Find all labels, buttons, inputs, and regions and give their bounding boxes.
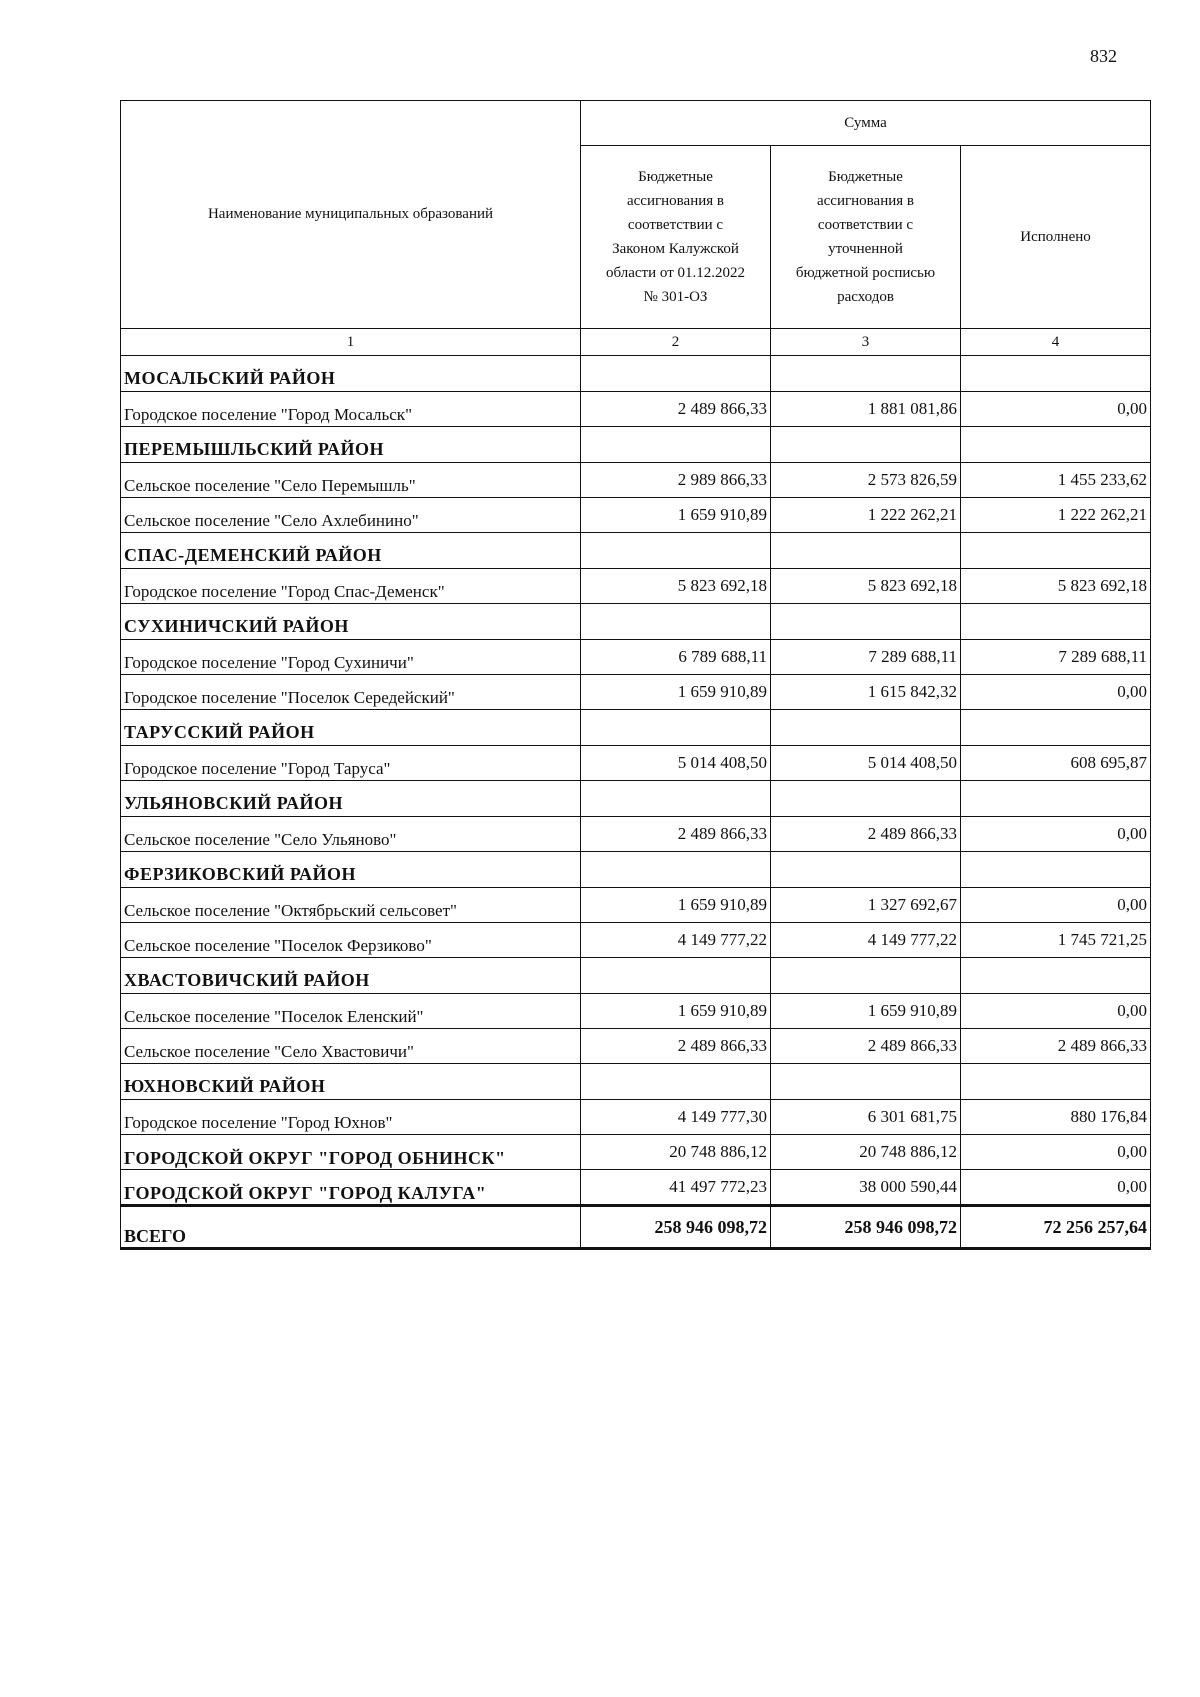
column-number: 1 <box>121 329 581 356</box>
amount-cell: 5 014 408,50 <box>581 746 771 781</box>
amount-cell: 20 748 886,12 <box>581 1135 771 1170</box>
amount-cell: 1 222 262,21 <box>771 498 961 533</box>
table-body <box>121 356 1151 1206</box>
empty-cell <box>581 1064 771 1100</box>
table-header <box>121 101 1151 356</box>
amount-cell: 0,00 <box>961 888 1151 923</box>
budget-table <box>120 100 1151 1250</box>
amount-cell: 1 327 692,67 <box>771 888 961 923</box>
amount-cell: 7 289 688,11 <box>961 640 1151 675</box>
column-number: 2 <box>581 329 771 356</box>
amount-cell: 0,00 <box>961 994 1151 1029</box>
column-number-row <box>121 329 1151 356</box>
district-name: СПАС-ДЕМЕНСКИЙ РАЙОН <box>121 533 581 569</box>
okrug-name: ГОРОДСКОЙ ОКРУГ "ГОРОД КАЛУГА" <box>121 1170 581 1206</box>
amount-cell: 2 489 866,33 <box>771 1029 961 1064</box>
amount-cell: 0,00 <box>961 1135 1151 1170</box>
settlement-row <box>121 1100 1151 1135</box>
empty-cell <box>581 427 771 463</box>
district-name: ПЕРЕМЫШЛЬСКИЙ РАЙОН <box>121 427 581 463</box>
settlement-name: Сельское поселение "Село Ахлебинино" <box>121 498 581 533</box>
empty-cell <box>581 781 771 817</box>
amount-cell: 5 823 692,18 <box>581 569 771 604</box>
empty-cell <box>771 533 961 569</box>
district-row <box>121 852 1151 888</box>
amount-cell: 41 497 772,23 <box>581 1170 771 1206</box>
empty-cell <box>771 781 961 817</box>
amount-cell: 5 823 692,18 <box>771 569 961 604</box>
amount-cell: 2 489 866,33 <box>581 392 771 427</box>
header-col-law-allocations: Бюджетные ассигнования в соответствии с Законом Калужской области от 01.12.2022 № 301-ОЗ <box>581 146 771 329</box>
page-number: 832 <box>1090 46 1117 66</box>
total-refined-allocations: 258 946 098,72 <box>771 1206 961 1249</box>
header-col-refined-allocations: Бюджетные ассигнования в соответствии с уточненной бюджетной росписью расходов <box>771 146 961 329</box>
header-col-executed: Исполнено <box>961 146 1151 329</box>
settlement-name: Городское поселение "Поселок Середейский" <box>121 675 581 710</box>
settlement-name: Сельское поселение "Октябрьский сельсовет" <box>121 888 581 923</box>
total-label: ВСЕГО <box>121 1206 581 1249</box>
header-name-column: Наименование муниципальных образований <box>121 101 581 329</box>
amount-cell: 1 615 842,32 <box>771 675 961 710</box>
empty-cell <box>771 427 961 463</box>
amount-cell: 0,00 <box>961 675 1151 710</box>
district-row <box>121 781 1151 817</box>
amount-cell: 2 489 866,33 <box>581 1029 771 1064</box>
total-law-allocations: 258 946 098,72 <box>581 1206 771 1249</box>
settlement-name: Городское поселение "Город Таруса" <box>121 746 581 781</box>
district-row <box>121 533 1151 569</box>
empty-cell <box>581 958 771 994</box>
district-name: ФЕРЗИКОВСКИЙ РАЙОН <box>121 852 581 888</box>
settlement-row <box>121 640 1151 675</box>
amount-cell: 38 000 590,44 <box>771 1170 961 1206</box>
amount-cell: 880 176,84 <box>961 1100 1151 1135</box>
amount-cell: 1 659 910,89 <box>581 675 771 710</box>
amount-cell: 7 289 688,11 <box>771 640 961 675</box>
empty-cell <box>961 1064 1151 1100</box>
settlement-name: Городское поселение "Город Мосальск" <box>121 392 581 427</box>
amount-cell: 5 823 692,18 <box>961 569 1151 604</box>
total-executed: 72 256 257,64 <box>961 1206 1151 1249</box>
amount-cell: 2 573 826,59 <box>771 463 961 498</box>
column-number: 4 <box>961 329 1151 356</box>
empty-cell <box>771 1064 961 1100</box>
district-row <box>121 958 1151 994</box>
settlement-name: Сельское поселение "Село Перемышль" <box>121 463 581 498</box>
empty-cell <box>771 958 961 994</box>
amount-cell: 6 301 681,75 <box>771 1100 961 1135</box>
empty-cell <box>961 356 1151 392</box>
amount-cell: 608 695,87 <box>961 746 1151 781</box>
empty-cell <box>961 958 1151 994</box>
amount-cell: 2 989 866,33 <box>581 463 771 498</box>
empty-cell <box>581 710 771 746</box>
amount-cell: 20 748 886,12 <box>771 1135 961 1170</box>
settlement-name: Сельское поселение "Село Хвастовичи" <box>121 1029 581 1064</box>
settlement-row <box>121 463 1151 498</box>
amount-cell: 5 014 408,50 <box>771 746 961 781</box>
settlement-row <box>121 746 1151 781</box>
settlement-row <box>121 923 1151 958</box>
settlement-row <box>121 675 1151 710</box>
empty-cell <box>771 852 961 888</box>
settlement-row <box>121 1029 1151 1064</box>
district-name: СУХИНИЧСКИЙ РАЙОН <box>121 604 581 640</box>
amount-cell: 4 149 777,22 <box>581 923 771 958</box>
empty-cell <box>961 781 1151 817</box>
settlement-name: Городское поселение "Город Сухиничи" <box>121 640 581 675</box>
amount-cell: 1 659 910,89 <box>581 994 771 1029</box>
amount-cell: 0,00 <box>961 817 1151 852</box>
empty-cell <box>581 356 771 392</box>
district-name: ТАРУССКИЙ РАЙОН <box>121 710 581 746</box>
empty-cell <box>961 604 1151 640</box>
amount-cell: 2 489 866,33 <box>771 817 961 852</box>
settlement-row <box>121 817 1151 852</box>
amount-cell: 4 149 777,30 <box>581 1100 771 1135</box>
settlement-row <box>121 888 1151 923</box>
district-name: ЮХНОВСКИЙ РАЙОН <box>121 1064 581 1100</box>
amount-cell: 1 659 910,89 <box>581 888 771 923</box>
empty-cell <box>581 852 771 888</box>
amount-cell: 1 455 233,62 <box>961 463 1151 498</box>
amount-cell: 0,00 <box>961 392 1151 427</box>
amount-cell: 1 659 910,89 <box>771 994 961 1029</box>
okrug-row <box>121 1135 1151 1170</box>
empty-cell <box>961 533 1151 569</box>
column-number: 3 <box>771 329 961 356</box>
settlement-row <box>121 569 1151 604</box>
empty-cell <box>581 604 771 640</box>
amount-cell: 1 222 262,21 <box>961 498 1151 533</box>
district-row <box>121 356 1151 392</box>
settlement-row <box>121 994 1151 1029</box>
amount-cell: 1 659 910,89 <box>581 498 771 533</box>
settlement-name: Сельское поселение "Поселок Ферзиково" <box>121 923 581 958</box>
district-name: ХВАСТОВИЧСКИЙ РАЙОН <box>121 958 581 994</box>
settlement-name: Городское поселение "Город Спас-Деменск" <box>121 569 581 604</box>
district-name: УЛЬЯНОВСКИЙ РАЙОН <box>121 781 581 817</box>
district-row <box>121 427 1151 463</box>
empty-cell <box>771 604 961 640</box>
amount-cell: 1 881 081,86 <box>771 392 961 427</box>
district-name: МОСАЛЬСКИЙ РАЙОН <box>121 356 581 392</box>
settlement-name: Сельское поселение "Село Ульяново" <box>121 817 581 852</box>
settlement-row <box>121 498 1151 533</box>
amount-cell: 6 789 688,11 <box>581 640 771 675</box>
header-sum-title: Сумма <box>581 101 1151 146</box>
amount-cell: 2 489 866,33 <box>961 1029 1151 1064</box>
okrug-row <box>121 1170 1151 1206</box>
empty-cell <box>581 533 771 569</box>
settlement-row <box>121 392 1151 427</box>
amount-cell: 0,00 <box>961 1170 1151 1206</box>
district-row <box>121 1064 1151 1100</box>
settlement-name: Городское поселение "Город Юхнов" <box>121 1100 581 1135</box>
empty-cell <box>771 710 961 746</box>
empty-cell <box>961 710 1151 746</box>
empty-cell <box>961 852 1151 888</box>
total-row <box>121 1206 1151 1249</box>
amount-cell: 4 149 777,22 <box>771 923 961 958</box>
empty-cell <box>771 356 961 392</box>
district-row <box>121 604 1151 640</box>
settlement-name: Сельское поселение "Поселок Еленский" <box>121 994 581 1029</box>
district-row <box>121 710 1151 746</box>
amount-cell: 2 489 866,33 <box>581 817 771 852</box>
amount-cell: 1 745 721,25 <box>961 923 1151 958</box>
empty-cell <box>961 427 1151 463</box>
okrug-name: ГОРОДСКОЙ ОКРУГ "ГОРОД ОБНИНСК" <box>121 1135 581 1170</box>
